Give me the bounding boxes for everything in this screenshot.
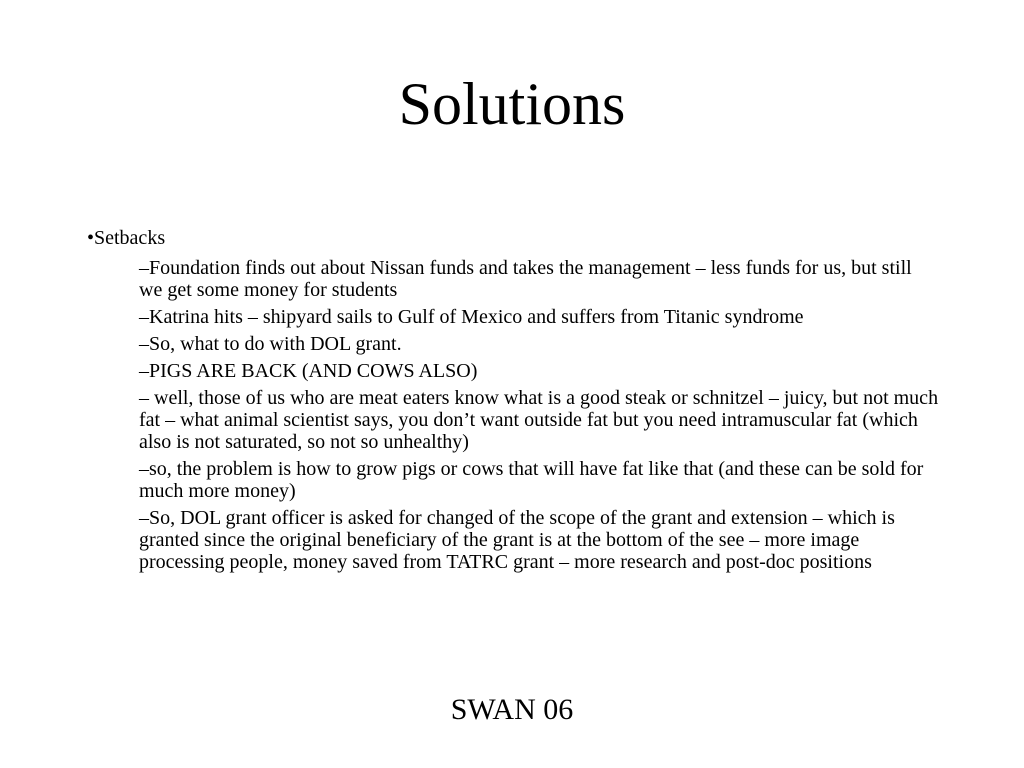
sub-bullet-item: –so, the problem is how to grow pigs or cows that will have fat like that (and these can be sold for much more money)	[139, 458, 924, 502]
sub-bullet-list	[139, 257, 939, 578]
bullet-setbacks: •Setbacks	[87, 227, 166, 249]
sub-bullet-item: –Foundation finds out about Nissan funds and takes the management – less funds for us, but still we get some money for students	[139, 257, 912, 301]
slide-footer: SWAN 06	[450, 693, 574, 726]
sub-bullet-item: –So, what to do with DOL grant.	[139, 333, 402, 355]
slide-title: Solutions	[398, 71, 626, 137]
sub-bullet-item: –Katrina hits – shipyard sails to Gulf of Mexico and suffers from Titanic syndrome	[139, 306, 804, 328]
sub-bullet-item: –PIGS ARE BACK (AND COWS ALSO)	[139, 360, 478, 382]
sub-bullet-item: – well, those of us who are meat eaters know what is a good steak or schnitzel – juicy, but not much fat – what animal scientist says, you don’t want outside fat but you need intramuscular fat (which also is not saturated, so not so unhealthy)	[139, 387, 939, 453]
sub-bullet-item: –So, DOL grant officer is asked for changed of the scope of the grant and extension – which is granted since the original beneficiary of the grant is at the bottom of the see – more image processing people, money saved from TATRC grant – more research and post-doc positions	[139, 507, 895, 573]
